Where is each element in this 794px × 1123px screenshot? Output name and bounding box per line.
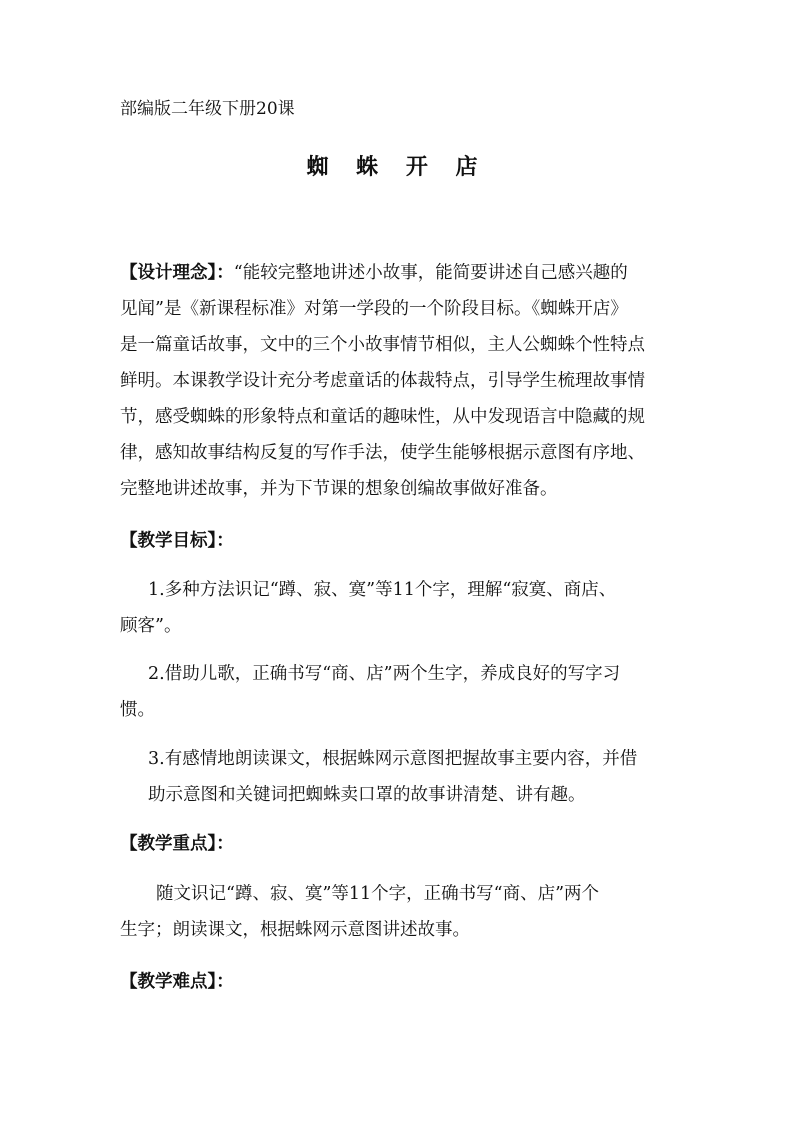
teaching-goals-heading: 【教学目标】： <box>120 531 234 551</box>
goal-item-line: 助示意图和关键词把蜘蛛卖口罩的故事讲清楚、讲有趣。 <box>148 785 586 805</box>
design-concept-line: 鲜明。本课教学设计充分考虑童话的体裁特点，引导学生梳理故事情 <box>120 371 645 391</box>
design-concept-heading: 【设计理念】： <box>120 263 234 283</box>
teaching-goals-heading-row <box>120 523 680 559</box>
design-concept-section <box>120 255 680 507</box>
key-points-heading-row <box>120 826 680 862</box>
key-points-line: 生字；朗读课文，根据蛛网示意图讲述故事。 <box>120 920 470 940</box>
key-points-body <box>120 876 680 948</box>
course-label: 部编版二年级下册20课 <box>120 99 295 119</box>
difficulties-heading: 【教学难点】： <box>120 972 234 992</box>
key-points-line: 随文识记“蹲、寂、寞”等11个字，正确书写“商、店”两个 <box>156 884 600 904</box>
goal-item-line: 惯。 <box>120 700 155 720</box>
design-concept-line: 见闻”是《新课程标准》对第一学段的一个阶段目标。《蜘蛛开店》 <box>120 299 628 319</box>
design-concept-line: 是一篇童话故事，文中的三个小故事情节相似，主人公蜘蛛个性特点 <box>120 335 645 355</box>
design-concept-line: 完整地讲述故事，并为下节课的想象创编故事做好准备。 <box>120 479 558 499</box>
goal-item-line: 1.多种方法识记“蹲、寂、寞”等11个字，理解“寂寞、商店、 <box>148 580 617 600</box>
goal-item-line: 3.有感情地朗读课文，根据蛛网示意图把握故事主要内容，并借 <box>148 749 638 769</box>
goal-item-2 <box>120 656 680 728</box>
design-concept-line: 节，感受蜘蛛的形象特点和童话的趣味性，从中发现语言中隐藏的规 <box>120 407 645 427</box>
goal-item-line: 2.借助儿歌，正确书写“商、店”两个生字，养成良好的写字习 <box>148 664 621 684</box>
goal-item-line: 顾客”。 <box>120 616 182 636</box>
key-points-heading: 【教学重点】： <box>120 834 234 854</box>
goal-item-1 <box>120 572 680 644</box>
goal-item-3 <box>120 741 680 813</box>
design-concept-line: “能较完整地讲述小故事，能简要讲述自己感兴趣的 <box>233 263 628 283</box>
lesson-title: 蜘 蛛 开 店 <box>306 155 488 180</box>
difficulties-heading-row <box>120 964 680 1000</box>
design-concept-line: 律，感知故事结构反复的写作手法，使学生能够根据示意图有序地、 <box>120 443 645 463</box>
